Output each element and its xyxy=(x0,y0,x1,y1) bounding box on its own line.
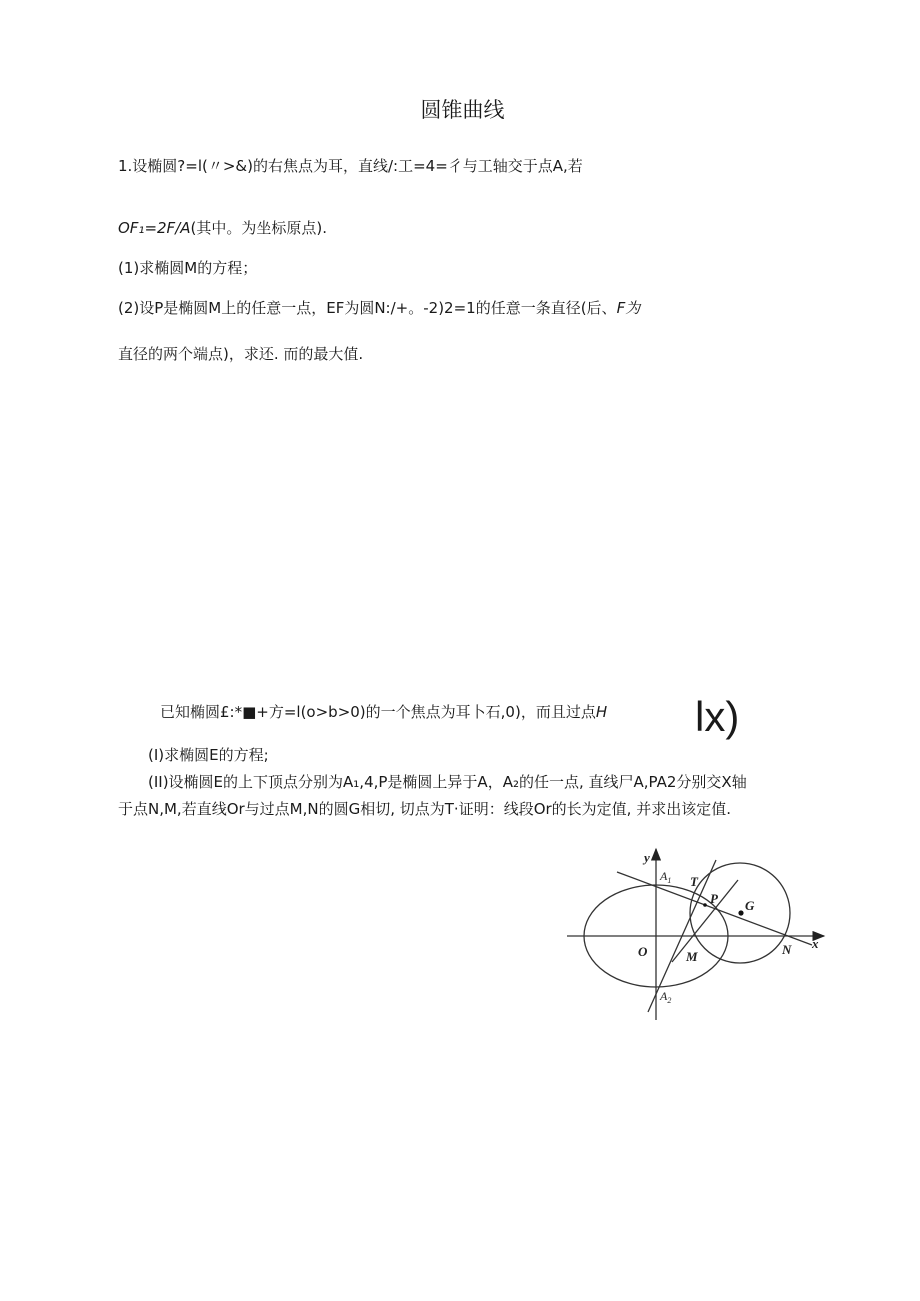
point-g xyxy=(738,910,743,915)
problem2-question2-line1: (II)设椭圆E的上下顶点分别为A₁,4,P是椭圆上异于A，A₂的任一点, 直线尸A,PA2分别交X轴 xyxy=(148,773,747,791)
problem1-question2-continued: 直径的两个端点)，求还. 而的最大值. xyxy=(118,345,364,363)
label-g: G xyxy=(745,898,755,913)
label-y: y xyxy=(644,850,650,865)
problem1-line2-rest: (其中。为坐标原点). xyxy=(190,219,327,237)
problem2-intro-italic: H xyxy=(595,703,608,721)
problem1-question2-italic: F为 xyxy=(616,299,641,317)
problem2-big-glyph: lx) xyxy=(695,693,740,740)
line-tangent-ot xyxy=(672,880,738,962)
point-p xyxy=(703,903,707,907)
label-m: M xyxy=(686,949,698,964)
problem1-question1: (1)求椭圆M的方程； xyxy=(118,259,258,277)
label-x: x xyxy=(812,936,819,951)
label-n: N xyxy=(782,942,792,957)
problem1-question2-main: (2)设P是椭圆M上的任意一点，EF为圆N:/+。-2)2=1的任意一条直径(后、 xyxy=(118,299,617,317)
problem2-question2-line2: 于点N,M,若直线Or与过点M,N的圆G相切, 切点为T·证明：线段Or的长为定值, 并求出该定值. xyxy=(118,800,731,818)
problem2-intro-main: 已知椭圆£:*■+方=l(o>b>0)的一个焦点为耳卜石,0)，而且过点 xyxy=(160,703,596,721)
label-origin: O xyxy=(638,944,648,959)
page-title: 圆锥曲线 xyxy=(420,98,505,122)
problem2-question1: (I)求椭圆E的方程; xyxy=(148,746,269,764)
problem1-vector-equation: OF₁=2F/A xyxy=(118,219,191,237)
problem1-line1: 1.设椭圆?=l(〃>&)的右焦点为耳，直线/:工=4=彳与工轴交于点A,若 xyxy=(118,157,583,175)
label-a1: $A_1$ xyxy=(660,869,672,885)
label-a2: $A_2$ xyxy=(660,989,672,1005)
label-p: P xyxy=(710,891,718,906)
label-t: T xyxy=(690,874,698,889)
